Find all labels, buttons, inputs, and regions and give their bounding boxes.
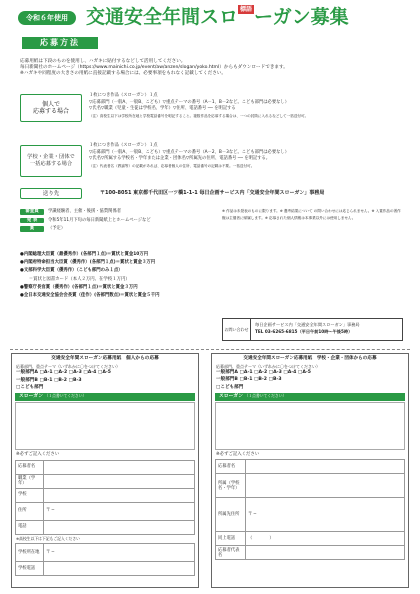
individual-label: 個人で 応募する場合 <box>20 94 82 122</box>
intro-text: 応募用紙は下段のものを使用し、ハガキに貼付するなどして活用してください。 毎日新聞社のホームページ（https://www.mainichi.co.jp/event/aw/anzen/slogan/yoko.html）からもダウンロードできます。 ※ハガキや同程度の大きさの用紙に直接記載する場合には、必要事項をもれなく記載してください。 <box>20 59 288 77</box>
send-label: 送り先 <box>20 188 82 199</box>
contact-box: お問い合わせ 毎日企画サービス内「交通安全年間スローガン」事務局 TEL 03-6265-6815（平日午前10時〜午後5時） <box>222 318 403 341</box>
slogan-write-area-left[interactable] <box>15 402 195 450</box>
prize-list: ●内閣総理大臣賞（最優秀作）(各部門１点)＝賞状と賞金10万円 ●内閣府特命担当大臣賞（優秀作）(各部門１点)＝賞状と賞金３万円 ●文部科学大臣賞（優秀作）（こども部門のみ１点） ＝賞状と図書カード（本人２万円、在学校１万円） ●警察庁長官賞（優秀作）(各部門１点)＝賞状と賞金３万円 ●全日本交通安全協会会長賞（佳作）(各部門数点)＝賞状と賞金５千円 <box>20 252 160 299</box>
notes: ※ 作品は未発表のものに限ります。※ 選考結果について の問い合わせには応じられません。※ 入賞作品の著作権は主催者に帰属します。※ 応募された個人情報は本事業以外には使用しません。 <box>222 209 401 220</box>
cut-line <box>10 349 410 350</box>
year-badge: 令和６年使用 <box>18 11 76 25</box>
form-individual: 交通安全年間スローガン応募用紙 個人からの応募 応募部門、重点テーマ（いずれかに〇をつけてください） 一般部門A □A-1 □A-2 □A-3 □A-4 □A-5 一般部門B □B-1 □B-2 □B-3 □こども部門 スローガン （１点書いてください） ※必ずご記入ください 応募者名 職業（学年） 学校 住所 〒 ─ 電話 ※高校生以下は下記もご記入ください 学校所在地 〒 ─ 学校電話 <box>11 353 199 588</box>
group-label: 学校・企業・団体で 一括応募する場合 <box>20 145 82 177</box>
group-rules: １枚につき作品（スローガン）１点 ▽応募部門（一般A、一般B、こども）▽重点テーマの番号（A－2、B－3など。こども部門は必要なし） ▽氏名▽所属する学校名・学年または企業・団体名▽所属先の住所、電話番号 ── を明記する。 （注）代表者名（教諭等）の記載があれば、応募者個人の住所、電話番号の記載は不要。一括送付可。 <box>89 143 290 168</box>
page-title: 交通安全年間スロ $^{標語}$ ーガン募集 <box>86 6 349 28</box>
section-title: 応募方法 <box>22 37 98 49</box>
form-group: 交通安全年間スローガン応募用紙 学校・企業・団体からの応募 応募部門、重点テーマ（いずれかに〇をつけてください） 一般部門A □A-1 □A-2 □A-3 □A-4 □A-5 一般部門B □B-1 □B-2 □B-3 □こども部門 スローガン （１点書いてください） ※必ずご記入ください 応募者名 所属（学校名・学年） 所属先住所 〒 ─ 同上電話 （ ） 応募者代表名 <box>211 353 409 588</box>
slogan-write-area-right[interactable] <box>215 402 405 450</box>
send-address: 〒100-8051 東京都千代田区一ツ橋1-1-1 毎日企画サービス内「交通安全年間スローガン」事務局 <box>100 190 325 196</box>
title-tag: 標語 <box>240 6 253 13</box>
individual-table: 応募者名 職業（学年） 学校 住所 〒 ─ 電話 <box>15 460 195 535</box>
info-block: 審査員 学識経験者、主催・後援・協賛関係者 発 表 令和5年11月下旬の毎日新聞紙上とホームページなど 賞 （予定） <box>20 209 215 235</box>
individual-rules: １枚につき作品（スローガン）１点 ▽応募部門（一般A、一般B、こども）▽重点テーマの番号（A－1、B－2など。こども部門は必要なし） ▽氏名▽職業（児童・生徒は学校名、学年）▽住所、電話番号 ── を明記する （注）高校生以下は学校所在地と学校電話番号を明記すること。複数作品を応募する場合は、一つの封筒に入れるなどして一括送付可。 <box>89 93 309 118</box>
